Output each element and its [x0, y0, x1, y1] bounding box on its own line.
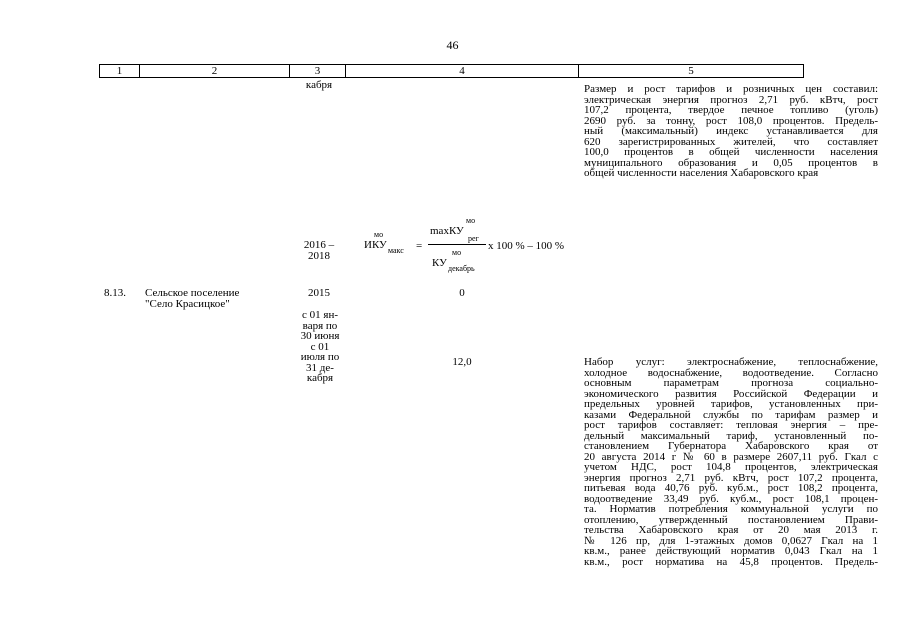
text-line: кв.м., ранее действующий норматив 0,043 Гкал на 1	[584, 545, 878, 557]
fraction-line	[428, 244, 486, 245]
text-line: экономического развития Российской Федерации и	[584, 387, 878, 400]
row-c-col3: 2015	[308, 287, 330, 299]
text-line: 31 де-	[306, 361, 334, 374]
formula-lhs-sup: мо	[374, 230, 384, 239]
text-line: кв.м., рост норматива на 45,8 процентов. Предель-	[584, 555, 878, 568]
page-number: 46	[446, 38, 459, 52]
text-line: № 126 пр, для 1-этажных домов 0,0627 Гкал на 1	[584, 534, 878, 547]
text-line: водоотведение 33,49 руб. куб.м., рост 108,1 процен-	[584, 492, 878, 505]
row-a-col3: кабря	[305, 79, 333, 91]
formula-num-sub: рег	[468, 234, 479, 243]
text-line: 107,2 процента, твердое печное топливо (уголь)	[584, 104, 878, 116]
header-col-4: 4	[346, 65, 579, 77]
text-line: Сельское поселение	[145, 287, 240, 299]
text-line: электрическая энергия прогноз 2,71 руб. кВтч, рост	[584, 93, 878, 106]
text-line: 2016 –	[303, 239, 335, 251]
row-c-col1: 8.13.	[104, 287, 126, 299]
row-d-col3	[293, 310, 347, 384]
text-line: кабря	[306, 372, 334, 384]
text-line: казами Федеральной службы по тарифам размер и	[584, 408, 878, 421]
text-line: питьевая вода 40,76 руб. куб.м., рост 108,2 процента,	[584, 482, 878, 494]
text-line: с 01 ян-	[302, 309, 338, 321]
row-d-col4: 12,0	[452, 356, 472, 368]
text-line: 30 июня	[300, 330, 340, 342]
text-line: предельных уровней тарифов, установленных при-	[584, 398, 878, 410]
formula-num: maxКУ	[430, 225, 464, 237]
text-line: 2018	[308, 249, 330, 262]
formula-lhs: ИКУ	[364, 239, 387, 251]
text-line: с 01	[310, 340, 330, 353]
row-b-col3	[291, 240, 347, 261]
formula-tail: x 100 % – 100 %	[488, 240, 565, 252]
row-c-col4: 0	[459, 287, 465, 299]
formula-num-sup: мо	[466, 216, 476, 225]
header-col-1: 1	[100, 65, 140, 77]
formula-den: КУ	[432, 257, 447, 269]
text-line: тельства Хабаровского края от 20 мая 2013 г.	[584, 524, 878, 536]
header-col-5: 5	[688, 65, 694, 77]
text-line: ный (максимальный) индекс устанавливается для	[584, 125, 878, 137]
formula-lhs-sub: макс	[388, 246, 404, 255]
text-line: 100,0 процентов в общей численности населения	[584, 146, 878, 158]
text-line: основным параметрам прогноза социально-	[584, 377, 878, 389]
table-header-row	[99, 64, 804, 78]
text-line: Размер и рост тарифов и розничных цен составил:	[584, 83, 878, 95]
text-line: "Село Красицкое"	[145, 297, 230, 310]
text-line: варя по	[302, 319, 338, 332]
formula	[360, 216, 580, 276]
text-line: отоплению, утвержденный постановлением Прави-	[584, 513, 878, 526]
formula-den-sup: мо	[452, 248, 462, 257]
text-line: муниципального образования и 0,05 процентов в	[584, 156, 878, 169]
formula-equals: =	[416, 240, 423, 252]
text-line: дельный максимальный тариф, установленный по-	[584, 429, 878, 442]
text-line: 620 зарегистрированных жителей, что составляет	[584, 135, 878, 148]
text-line: энергия прогноз 2,71 руб. кВтч, рост 107,2 процента,	[584, 471, 878, 484]
text-line: 2690 руб. за тонну, рост 108,0 процентов. Предель-	[584, 114, 878, 127]
text-line: холодное водоснабжение, водоотведение. Согласно	[584, 366, 878, 379]
text-line: рост тарифов составляет: тепловая энергия – пре-	[584, 419, 878, 431]
row-a-col5-text	[584, 84, 878, 179]
formula-den-sub: декабрь	[448, 264, 475, 273]
text-line: учетом НДС, рост 104,8 процентов, электрическая	[584, 461, 878, 473]
text-line: июля по	[300, 351, 340, 363]
row-d-col5-text	[584, 357, 878, 567]
text-line: 20 августа 2014 г № 60 в размере 2607,11 руб. Гкал с	[584, 450, 878, 463]
text-line: та. Норматив потребления коммунальной услуги по	[584, 503, 878, 515]
header-col-2: 2	[140, 65, 290, 77]
text-line: становлением Губернатора Хабаровского края от	[584, 440, 878, 452]
header-col-3: 3	[290, 65, 346, 77]
text-line: общей численности населения Хабаровского края	[584, 167, 819, 179]
text-line: Набор услуг: электроснабжение, теплоснабжение,	[584, 356, 878, 368]
row-c-col2	[145, 288, 295, 309]
